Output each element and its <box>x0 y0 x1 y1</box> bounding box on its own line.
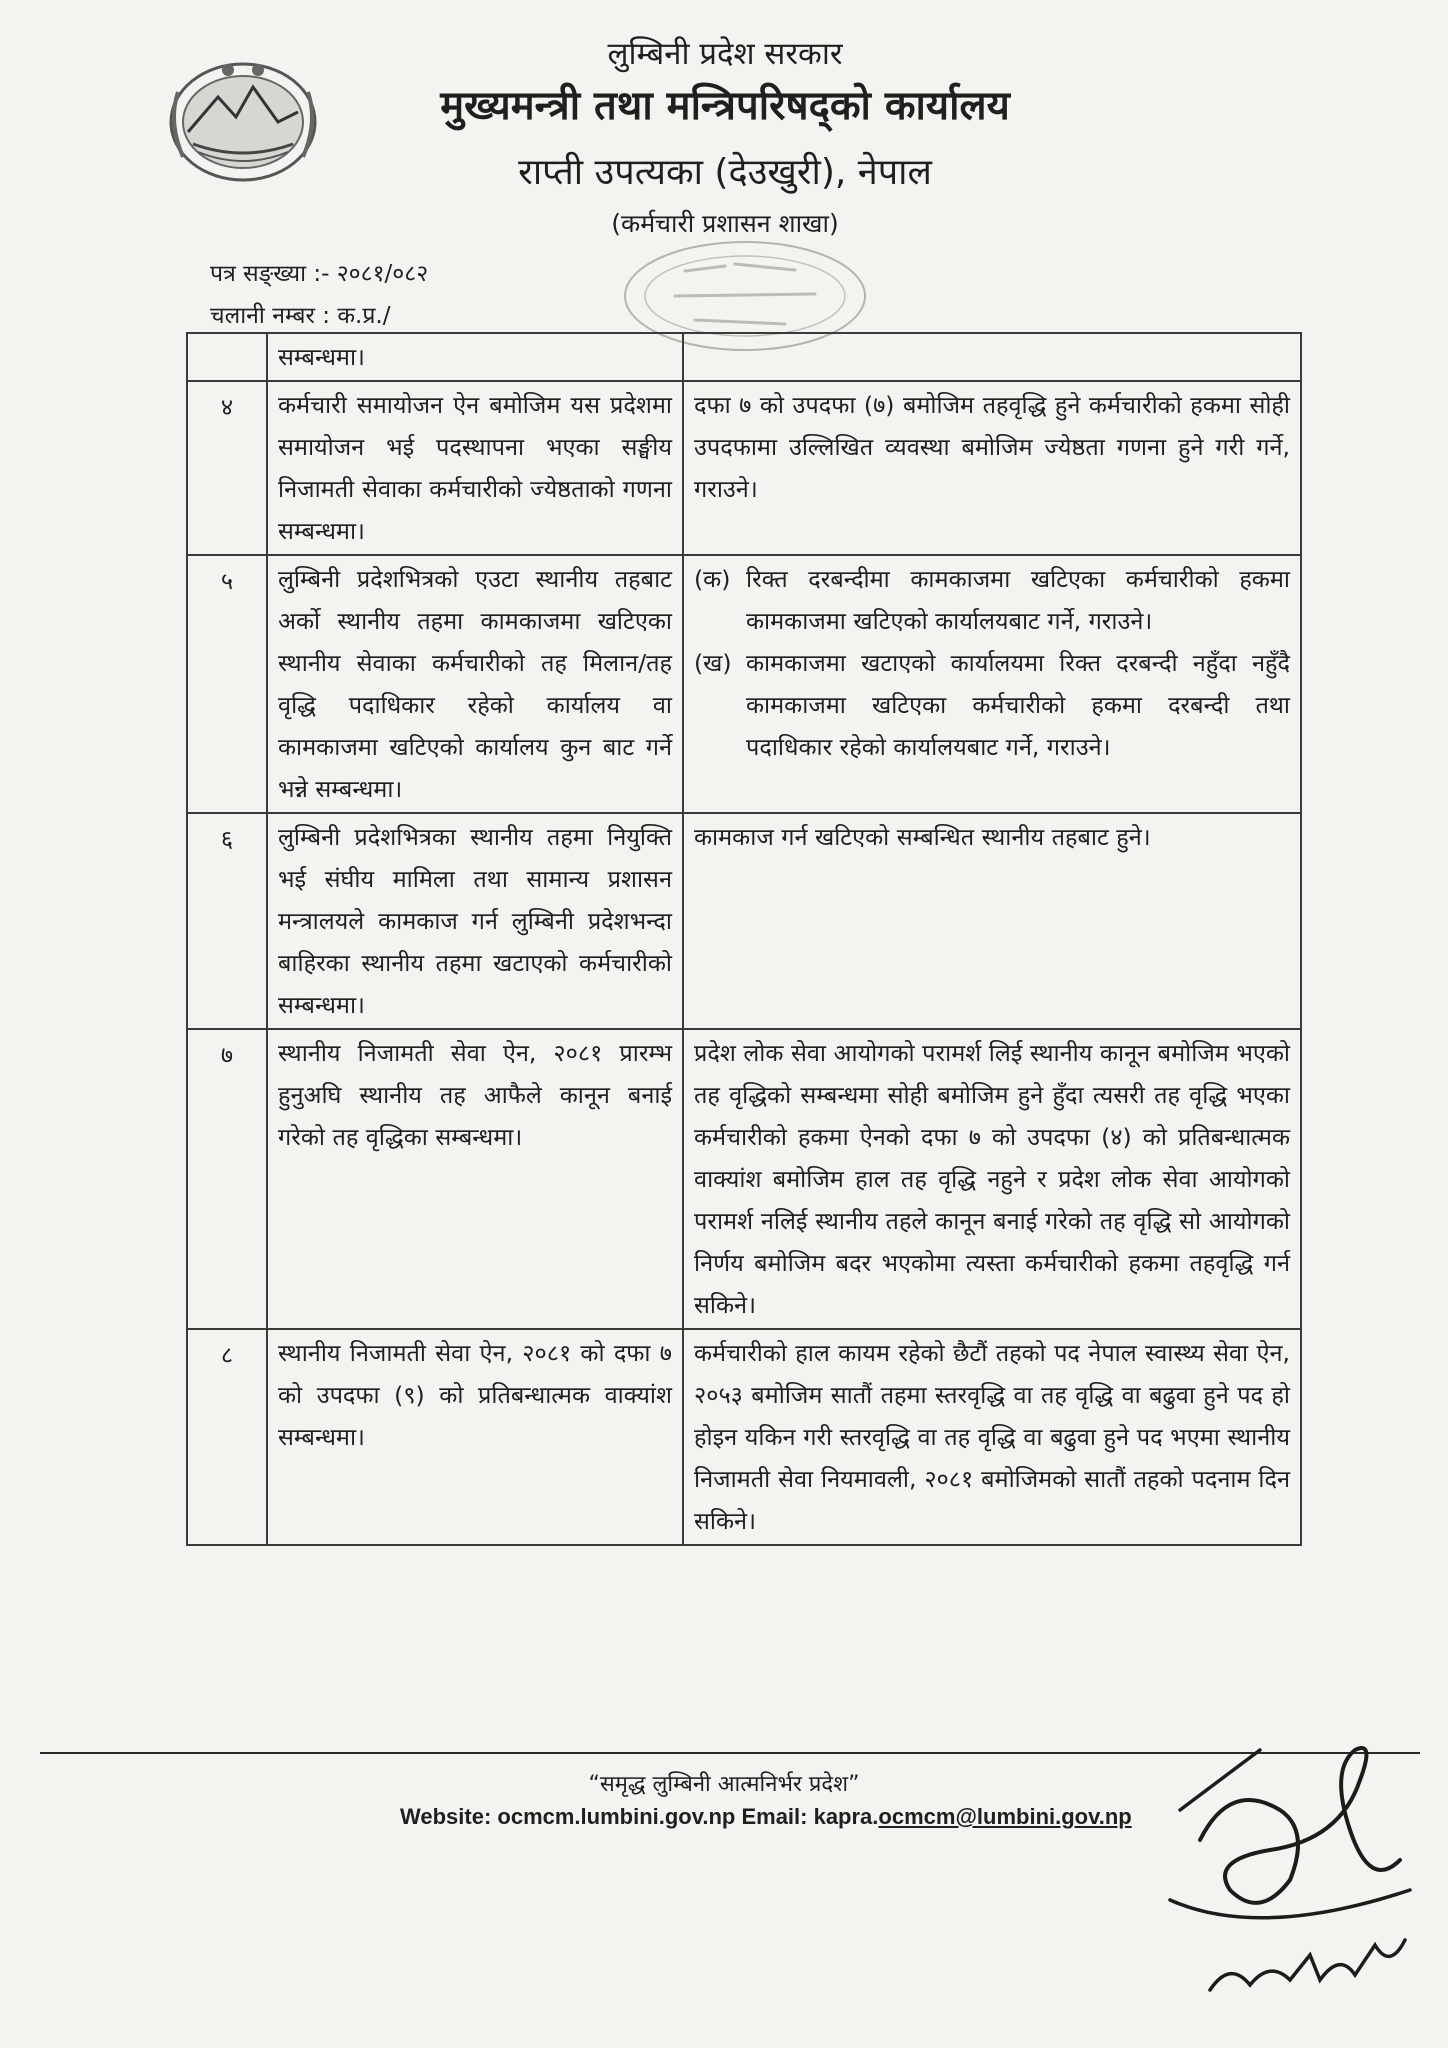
table-row <box>187 381 1301 555</box>
item-label: (ख) <box>694 649 732 677</box>
email-link[interactable]: ocmcm@lumbini.gov.np <box>878 1804 1132 1829</box>
dispatch-number: चलानी नम्बर : क.प्र./ <box>210 303 391 329</box>
row-number <box>187 333 267 381</box>
row-decision <box>683 555 1301 813</box>
nepal-emblem-icon <box>158 52 328 187</box>
row-decision: कर्मचारीको हाल कायम रहेको छैटौं तहको पद नेपाल स्वास्थ्य सेवा ऐन, २०५३ बमोजिम सातौं तहमा स्तरवृद्धि वा तह वृद्धि वा बढुवा हुने पद हो होइन यकिन गरी स्तरवृद्धि वा तह वृद्धि वा बढुवा हुने पद भएमा स्थानीय निजामती सेवा नियमावली, २०८१ बमोजिमको सातौं तहको पदनाम दिन सकिने। <box>683 1329 1301 1545</box>
footer-contact <box>400 1804 1132 1830</box>
row-number: ५ <box>187 555 267 813</box>
header-section: (कर्मचारी प्रशासन शाखा) <box>611 209 839 238</box>
row-number: ८ <box>187 1329 267 1545</box>
table-row <box>187 555 1301 813</box>
header-line1: लुम्बिनी प्रदेश सरकार <box>607 36 843 72</box>
website-label: Website: <box>400 1804 498 1829</box>
table-row <box>187 813 1301 1029</box>
email-label: Email: kapra. <box>735 1804 879 1829</box>
header-office-name: मुख्यमन्त्री तथा मन्त्रिपरिषद्को कार्यालय <box>440 83 1010 129</box>
signature <box>1140 1690 1430 2020</box>
decisions-table <box>186 332 1302 1546</box>
row-decision: प्रदेश लोक सेवा आयोगको परामर्श लिई स्थानीय कानून बमोजिम भएको तह वृद्धिको सम्बन्धमा सोही बमोजिम हुने हुँदा त्यसरी तह वृद्धि भएका कर्मचारीको हकमा ऐनको दफा ७ को उपदफा (४) को प्रतिबन्धात्मक वाक्यांश बमोजिम हाल तह वृद्धि नहुने र प्रदेश लोक सेवा आयोगको परामर्श नलिई स्थानीय तहले कानून बनाई गरेको तह वृद्धि सो आयोगको निर्णय बमोजिम बदर भएकोमा त्यस्ता कर्मचारीको हकमा तहवृद्धि गर्न सकिने। <box>683 1029 1301 1329</box>
item-label: (क) <box>694 565 731 593</box>
website-link[interactable]: ocmcm.lumbini.gov.np <box>497 1804 736 1829</box>
row-subject: स्थानीय निजामती सेवा ऐन, २०८१ को दफा ७ को उपदफा (९) को प्रतिबन्धात्मक वाक्यांश सम्बन्धमा। <box>267 1329 683 1545</box>
row-number: ६ <box>187 813 267 1029</box>
row-decision: दफा ७ को उपदफा (७) बमोजिम तहवृद्धि हुने कर्मचारीको हकमा सोही उपदफामा उल्लिखित व्यवस्था बमोजिम ज्येष्ठता गणना हुने गरी गर्ने, गराउने। <box>683 381 1301 555</box>
row-number: ४ <box>187 381 267 555</box>
footer-motto: “समृद्ध लुम्बिनी आत्मनिर्भर प्रदेश” <box>588 1772 860 1797</box>
row-subject: कर्मचारी समायोजन ऐन बमोजिम यस प्रदेशमा समायोजन भई पदस्थापना भएका सङ्घीय निजामती सेवाका कर्मचारीको ज्येष्ठताको गणना सम्बन्धमा। <box>267 381 683 555</box>
table-row <box>187 1029 1301 1329</box>
item-text: कामकाजमा खटाएको कार्यालयमा रिक्त दरबन्दी नहुँदा नहुँदै कामकाजमा खटिएका कर्मचारीको हकमा दरबन्दी तथा पदाधिकार रहेको कार्यालयबाट गर्ने, गराउने। <box>746 649 1290 761</box>
header-location: राप्ती उपत्यका (देउखुरी), नेपाल <box>518 152 932 193</box>
table-row <box>187 333 1301 381</box>
decision-item <box>694 558 1290 642</box>
row-subject: लुम्बिनी प्रदेशभित्रको एउटा स्थानीय तहबाट अर्को स्थानीय तहमा कामकाजमा खटिएका स्थानीय सेवाका कर्मचारीको तह मिलान/तह वृद्धि पदाधिकार रहेको कार्यालय वा कामकाजमा खटिएको कार्यालय कुन बाट गर्ने भन्ने सम्बन्धमा। <box>267 555 683 813</box>
row-decision <box>683 333 1301 381</box>
row-subject: लुम्बिनी प्रदेशभित्रका स्थानीय तहमा नियुक्ति भई संघीय मामिला तथा सामान्य प्रशासन मन्त्रालयले कामकाज गर्न लुम्बिनी प्रदेशभन्दा बाहिरका स्थानीय तहमा खटाएको कर्मचारीको सम्बन्धमा। <box>267 813 683 1029</box>
row-number: ७ <box>187 1029 267 1329</box>
item-text: रिक्त दरबन्दीमा कामकाजमा खटिएका कर्मचारीको हकमा कामकाजमा खटिएको कार्यालयबाट गर्ने, गराउने। <box>746 565 1290 635</box>
row-decision: कामकाज गर्न खटिएको सम्बन्धित स्थानीय तहबाट हुने। <box>683 813 1301 1029</box>
row-subject: स्थानीय निजामती सेवा ऐन, २०८१ प्रारम्भ हुनुअघि स्थानीय तह आफैले कानून बनाई गरेको तह वृद्धिका सम्बन्धमा। <box>267 1029 683 1329</box>
table-row <box>187 1329 1301 1545</box>
letter-number: पत्र सङ्ख्या :- २०८१/०८२ <box>210 261 429 287</box>
row-subject: सम्बन्धमा। <box>267 333 683 381</box>
decision-item <box>694 642 1290 768</box>
